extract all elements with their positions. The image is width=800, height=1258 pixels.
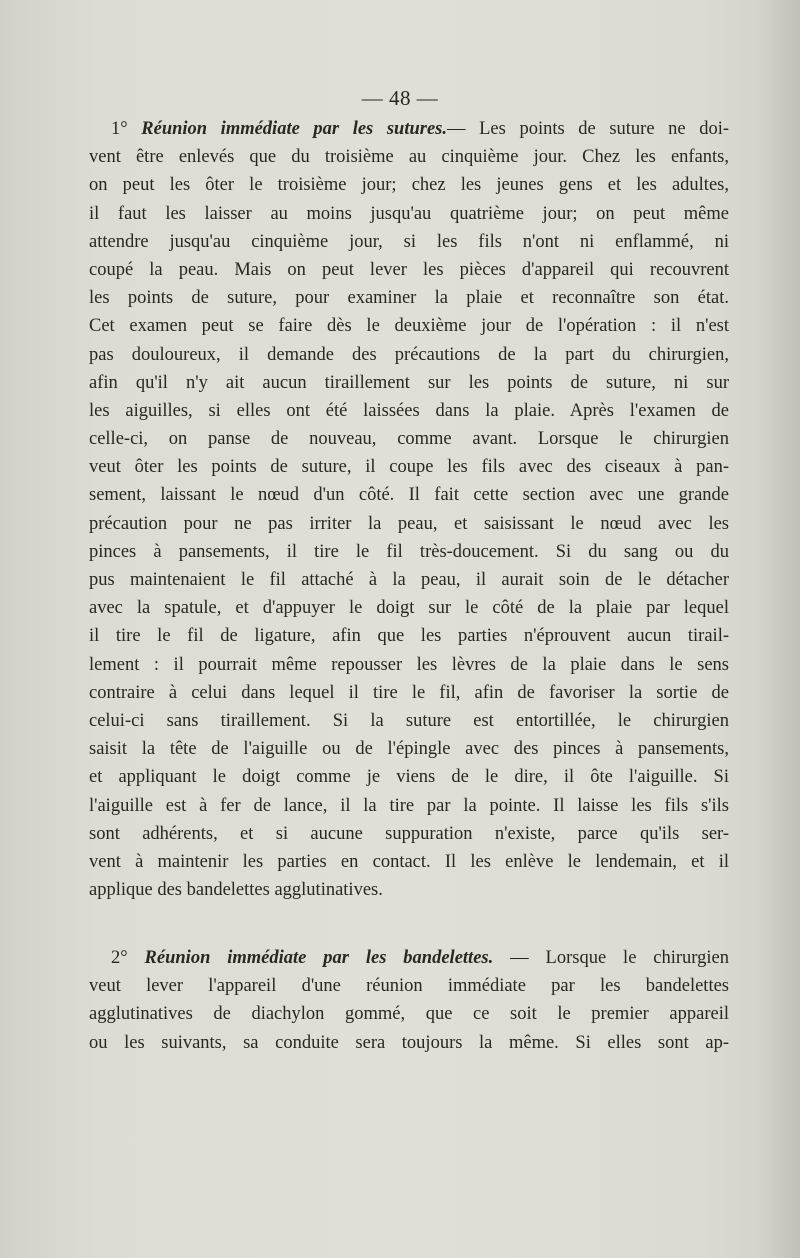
paragraph-2 <box>89 944 729 1057</box>
paragraph-2-lead: 2° <box>111 948 145 968</box>
paragraph-2-dash: — <box>493 948 546 968</box>
text-line: avec la spatule, et d'appuyer le doigt sur le côté de la plaie par lequel <box>89 598 729 619</box>
text-line: et appliquant le doigt comme je viens de le dire, il ôte l'aiguille. Si <box>89 767 729 788</box>
text-line: pas douloureux, il demande des précautions de la part du chirurgien, <box>89 344 729 365</box>
paragraph-2-first-line <box>89 944 729 972</box>
paragraph-1 <box>89 115 729 904</box>
text-line: sement, laissant le nœud d'un côté. Il fait cette section avec une grande <box>89 485 729 506</box>
text-line: pinces à pansements, il tire le fil très-doucement. Si du sang ou du <box>89 541 729 562</box>
text-line: saisit la tête de l'aiguille ou de l'épingle avec des pinces à pansements, <box>89 739 729 760</box>
text-line: Les points de suture ne doi- <box>479 119 730 139</box>
text-line: applique des bandelettes agglutinatives. <box>89 880 383 901</box>
text-line: coupé la peau. Mais on peut lever les pièces d'appareil qui recouvrent <box>89 259 729 280</box>
text-line: les points de suture, pour examiner la plaie et reconnaître son état. <box>89 288 729 309</box>
text-line: les aiguilles, si elles ont été laissées dans la plaie. Après l'examen de <box>89 400 729 421</box>
text-line: lement : il pourrait même repousser les lèvres de la plaie dans le sens <box>89 654 729 675</box>
text-line: attendre jusqu'au cinquième jour, si les fils n'ont ni enflammé, ni <box>89 231 729 252</box>
paragraph-2-heading: Réunion immédiate par les bandelettes. <box>144 948 494 968</box>
text-line: celle-ci, on panse de nouveau, comme avant. Lorsque le chirurgien <box>89 429 729 450</box>
text-line: celui-ci sans tiraillement. Si la suture est entortillée, le chirurgien <box>89 710 729 731</box>
text-line: vent être enlevés que du troisième au cinquième jour. Chez les enfants, <box>89 147 729 168</box>
text-line: veut ôter les points de suture, il coupe les fils avec des ciseaux à pan- <box>89 457 729 478</box>
text-line: contraire à celui dans lequel il tire le fil, afin de favoriser la sortie de <box>89 682 729 703</box>
page-edge-shadow <box>760 0 800 1258</box>
paragraph-1-first-line <box>89 115 729 143</box>
text-line: Lorsque le chirurgien <box>545 948 729 968</box>
text-line: agglutinatives de diachylon gommé, que ce soit le premier appareil <box>89 1004 729 1025</box>
paragraph-1-lead: 1° <box>111 119 142 139</box>
paragraph-1-heading: Réunion immédiate par les sutures. <box>141 119 448 139</box>
text-line: ou les suivants, sa conduite sera toujours la même. Si elles sont ap- <box>89 1032 729 1053</box>
text-line: l'aiguille est à fer de lance, il la tire par la pointe. Il laisse les fils s'ils <box>89 795 729 816</box>
text-line: précaution pour ne pas irriter la peau, et saisissant le nœud avec les <box>89 513 729 534</box>
text-line: pus maintenaient le fil attaché à la peau, il aurait soin de le détacher <box>89 570 729 590</box>
text-line: on peut les ôter le troisième jour; chez les jeunes gens et les adultes, <box>89 175 729 196</box>
text-line: il faut les laisser au moins jusqu'au quatrième jour; on peut même <box>89 203 729 224</box>
page-number: — 48 — <box>361 86 439 110</box>
text-line: vent à maintenir les parties en contact. Il les enlève le lendemain, et il <box>89 851 729 872</box>
text-line: il tire le fil de ligature, afin que les parties n'éprouvent aucun tirail- <box>89 626 729 647</box>
text-line: Cet examen peut se faire dès le deuxième jour de l'opération : il n'est <box>89 316 729 337</box>
text-line: veut lever l'appareil d'une réunion immédiate par les bandelettes <box>89 976 729 997</box>
paragraph-1-dash: — <box>447 119 480 139</box>
text-line: sont adhérents, et si aucune suppuration n'existe, parce qu'ils ser- <box>89 823 729 844</box>
text-line: afin qu'il n'y ait aucun tiraillement sur les points de suture, ni sur <box>89 372 729 393</box>
